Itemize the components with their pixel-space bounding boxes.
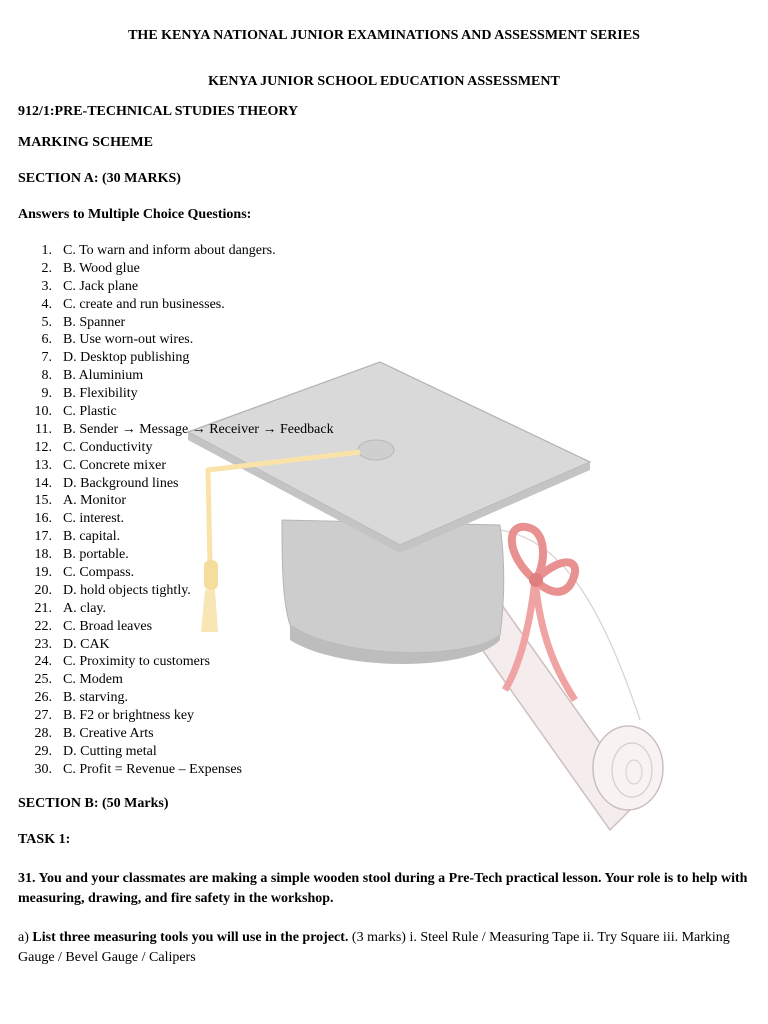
mcq-answer-number: 10. <box>34 404 52 420</box>
mcq-answer-text: B. Wood glue <box>63 260 140 276</box>
question-31: 31. You and your classmates are making a simple wooden stool during a Pre-Tech practical lesson. Your role is to help with measuring, drawing, and fire safety in the workshop. <box>18 871 748 906</box>
series-title: THE KENYA NATIONAL JUNIOR EXAMINATIONS AND ASSESSMENT SERIES <box>128 28 640 43</box>
mcq-answer-text: B. F2 or brightness key <box>63 708 195 724</box>
mcq-answer-text: A. clay. <box>63 600 107 616</box>
mcq-answer-number: 28. <box>34 726 52 742</box>
mcq-answer-number: 21. <box>34 600 52 616</box>
mcq-answer-text: B. Spanner <box>63 314 126 330</box>
assessment-title: KENYA JUNIOR SCHOOL EDUCATION ASSESSMENT <box>208 74 560 89</box>
mcq-answer-text: A. Monitor <box>63 493 126 509</box>
mcq-answer-text: B. Aluminium <box>63 368 144 384</box>
document-type: MARKING SCHEME <box>18 135 153 150</box>
mcq-answer-text: C. Broad leaves <box>63 618 153 634</box>
mcq-answer-number: 22. <box>34 618 52 634</box>
question-31a <box>18 928 753 968</box>
mcq-answer-text: C. Proximity to customers <box>63 654 210 670</box>
mcq-answer-number: 24. <box>34 654 52 670</box>
question-31a-answer: (3 marks) i. Steel Rule / Measuring Tape ii. Try Square iii. Marking Gauge / Bevel Gauge / Calipers <box>18 930 730 965</box>
mcq-answer-number: 9. <box>41 386 52 402</box>
mcq-subheading: Answers to Multiple Choice Questions: <box>18 207 252 222</box>
mcq-answer-text: B. Creative Arts <box>63 726 154 742</box>
mcq-answer-text: C. Profit = Revenue – Expenses <box>63 761 242 777</box>
task-heading: TASK 1: <box>18 832 71 847</box>
question-31a-prompt: List three measuring tools you will use in the project. <box>32 930 349 945</box>
mcq-answer-text: D. CAK <box>63 636 110 652</box>
section-a-heading: SECTION A: (30 MARKS) <box>18 171 181 186</box>
mcq-answer-number: 14. <box>34 475 52 491</box>
mcq-answer-text: B. Use worn-out wires. <box>63 332 194 348</box>
mcq-answer-number: 16. <box>34 511 52 527</box>
mcq-answer-number: 5. <box>41 314 52 330</box>
mcq-answer-number: 25. <box>34 672 52 688</box>
mcq-answer-number: 13. <box>34 457 52 473</box>
mcq-answer-number: 29. <box>34 743 52 759</box>
mcq-answer-number: 15. <box>34 493 52 509</box>
mcq-answer-text: C. interest. <box>63 511 125 527</box>
mcq-answer-text: C. Plastic <box>63 404 117 420</box>
mcq-answer-number: 20. <box>34 582 52 598</box>
mcq-answer-text: B. Flexibility <box>63 386 138 402</box>
mcq-answer-number: 19. <box>34 565 52 581</box>
mcq-answer-number: 18. <box>34 547 52 563</box>
mcq-answer-number: 1. <box>41 243 52 258</box>
mcq-answer-number: 12. <box>34 439 52 455</box>
mcq-answer-number: 6. <box>41 332 52 348</box>
mcq-answer-number: 4. <box>41 296 52 312</box>
mcq-answer-text: C. Concrete mixer <box>63 457 167 473</box>
mcq-answer-text: C. Compass. <box>63 565 135 581</box>
section-b-heading: SECTION B: (50 Marks) <box>18 796 169 811</box>
mcq-answer-text: B. portable. <box>63 547 129 563</box>
mcq-answer-text: C. Modem <box>63 672 123 688</box>
mcq-answer-text: C. To warn and inform about dangers. <box>63 243 276 258</box>
mcq-answer-text: C. create and run businesses. <box>63 296 225 312</box>
mcq-answer-text: C. Conductivity <box>63 439 153 455</box>
paper-code: 912/1:PRE-TECHNICAL STUDIES THEORY <box>18 104 299 119</box>
mcq-answer-number: 3. <box>41 278 52 294</box>
mcq-answer-text: D. Cutting metal <box>63 743 157 759</box>
mcq-answer-number: 26. <box>34 690 52 706</box>
mcq-answer-text: B. capital. <box>63 529 121 545</box>
question-31a-label: a) <box>18 930 33 945</box>
mcq-answer-text: D. hold objects tightly. <box>63 582 191 598</box>
mcq-answer-text: B. Sender → Message → Receiver → Feedback <box>63 421 334 437</box>
mcq-answer-text: D. Desktop publishing <box>63 350 190 366</box>
mcq-answer-text: B. starving. <box>63 690 128 706</box>
mcq-answer-number: 30. <box>34 761 52 777</box>
mcq-answer-number: 17. <box>34 529 52 545</box>
mcq-answer-number: 27. <box>34 708 52 724</box>
mcq-answer-text: D. Background lines <box>63 475 179 491</box>
mcq-answer-number: 2. <box>41 260 52 276</box>
mcq-answer-text: C. Jack plane <box>63 278 139 294</box>
mcq-answer-number: 11. <box>35 421 52 437</box>
mcq-answer-number: 23. <box>34 636 52 652</box>
mcq-answer-number: 7. <box>41 350 52 366</box>
mcq-answer-number: 8. <box>41 368 52 384</box>
